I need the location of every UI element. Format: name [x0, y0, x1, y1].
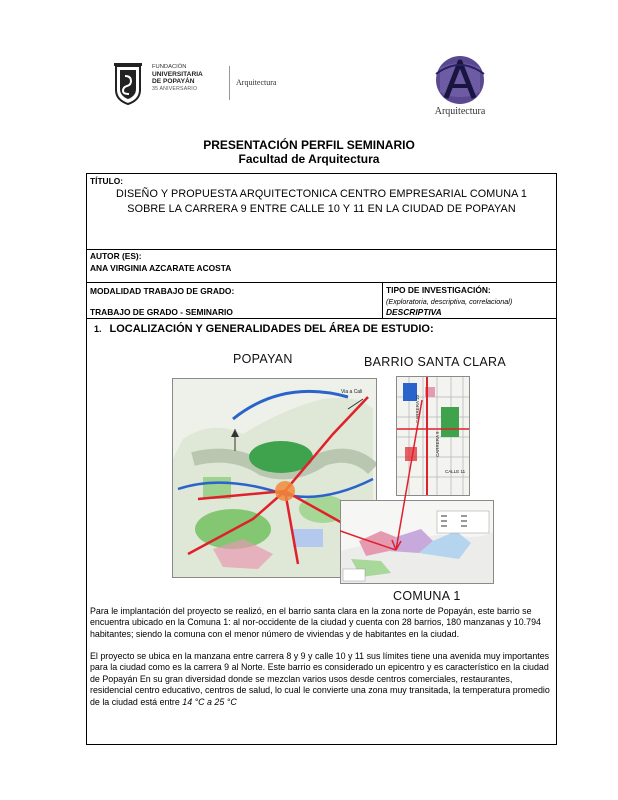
university-seal-icon: [110, 62, 146, 106]
row-divider-3: [86, 318, 557, 319]
barrio-map-label: BARRIO SANTA CLARA: [364, 355, 507, 369]
paragraph-2: [90, 651, 554, 708]
section-heading-text: LOCALIZACIÓN Y GENERALIDADES DEL ÁREA DE ESTUDIO:: [109, 323, 434, 335]
section-number: 1.: [94, 324, 102, 334]
institution-line-1: FUNDACIÓN: [152, 64, 187, 70]
modalidad-label: MODALIDAD TRABAJO DE GRADO:: [90, 286, 235, 296]
temperature-range: 14 °C a 25 °C: [182, 696, 237, 707]
tipo-value: DESCRIPTIVA: [386, 307, 442, 317]
document-title: PRESENTACIÓN PERFIL SEMINARIO: [203, 138, 415, 152]
titulo-line-2: SOBRE LA CARRERA 9 ENTRE CALLE 10 Y 11 EN LA CIUDAD DE POPAYAN: [127, 203, 516, 215]
paragraph-2-main: El proyecto se ubica en la manzana entre carrera 8 y 9 y calle 10 y 11 sus límites tiene una avenida muy importantes para la ciudad como es la carrera 9 al Norte. Este barrio es considerado un epicentro y es característico en la ciudad de Popayán En su gran diversidad donde se mezclan varios usos desde centros comerciales, restaurantes, residencial centro educativo, centros de salud, lo cual le convierte una zona muy transitada, la temperatura promedio de la ciudad está entre: [90, 651, 550, 707]
architecture-logo: [418, 52, 502, 122]
column-divider: [382, 282, 383, 318]
popayan-map-label: POPAYAN: [233, 352, 293, 366]
autor-value: ANA VIRGINIA AZCARATE ACOSTA: [90, 263, 232, 273]
department-name: Arquitectura: [236, 78, 277, 87]
section-heading: [94, 323, 434, 335]
via-cali-label: Via a Cali: [341, 389, 363, 395]
institution-logo: [110, 58, 290, 108]
paragraph-1-text: Para le implantación del proyecto se realizó, en el barrio santa clara en la zona norte de Popayán, este barrio se encuentra ubicado en la Comuna 1: al nor-occidente de la ciudad y cuenta con 28 barrios, 180 manzanas y 10.794 habitantes; siendo la comuna con el menor número de viviendas y de habitantes en la ciudad.: [90, 606, 541, 639]
tipo-hint: (Exploratoria, descriptiva, correlacional): [386, 297, 513, 306]
institution-line-3: DE POPAYÁN: [152, 78, 195, 86]
map-connection-arrows: [340, 390, 440, 560]
institution-name: [152, 64, 226, 93]
tipo-label: TIPO DE INVESTIGACIÓN:: [386, 285, 491, 295]
row-divider-2: [86, 282, 557, 283]
comuna-1-label: COMUNA 1: [393, 589, 461, 603]
titulo-line-1: DISEÑO Y PROPUESTA ARQUITECTONICA CENTRO EMPRESARIAL COMUNA 1: [115, 188, 528, 200]
calle-11-label: CALLE 11: [445, 469, 466, 474]
autor-label: AUTOR (ES):: [90, 251, 142, 261]
row-divider-1: [86, 249, 557, 250]
carrera-10-label: CARRERA 10: [415, 394, 420, 423]
institution-line-4: 35 ANIVERSARIO: [152, 85, 198, 92]
paragraph-2-text: [90, 651, 554, 708]
document-subtitle: Facultad de Arquitectura: [238, 152, 380, 166]
architecture-a-icon: [426, 52, 494, 108]
carrera-9-label: CARRERA 9: [435, 431, 440, 457]
institution-line-2: UNIVERSITARIA: [152, 71, 203, 79]
paragraph-1: [90, 606, 554, 640]
modalidad-value: TRABAJO DE GRADO - SEMINARIO: [90, 307, 233, 317]
titulo-label: TÍTULO:: [90, 176, 124, 186]
logo-divider: [229, 66, 230, 100]
architecture-logo-label: Arquitectura: [434, 106, 486, 117]
